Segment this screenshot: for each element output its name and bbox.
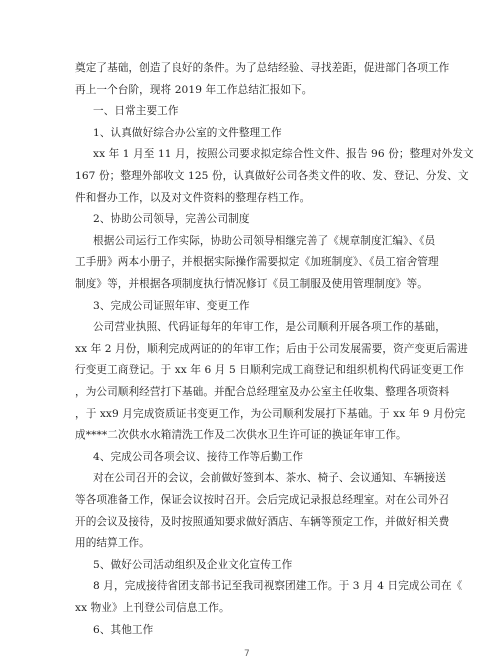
body-text-line: xx 年 2 月份，顺利完成两证的的年审工作；后由于公司发展需要，资产变更后需进 (75, 342, 468, 355)
body-text-line: 用的结算工作。 (75, 537, 150, 550)
subsection-heading: 6、其他工作 (93, 623, 154, 636)
body-text-line: 根据公司运行工作实际，协助公司领导相继完善了《规章制度汇编》、《员 (93, 234, 436, 247)
body-text-line: 制度》等，并根据各项制度执行情况修订《员工制服及使用管理制度》等。 (75, 278, 428, 290)
body-text-line: 对在公司召开的会议，会前做好签到本、茶水、椅子、会议通知、车辆接送 (93, 472, 446, 485)
body-text-line: xx 物业》上刊登公司信息工作。 (75, 602, 230, 614)
subsection-heading: 1、认真做好综合办公室的文件整理工作 (93, 126, 282, 139)
body-text-line: 开的会议及接待，及时按照通知要求做好酒店、车辆等预定工作，并做好相关费 (75, 515, 450, 528)
body-text-line: 公司营业执照、代码证每年的年审工作，是公司顺利开展各项工作的基础， (93, 321, 446, 334)
body-text-line: ，为公司顺利经营打下基础。并配合总经理室及办公室主任收集、整理各项资料 (75, 386, 450, 398)
page-number: 7 (244, 649, 250, 659)
body-text-line: 等各项准备工作，保证会议按时召开。会后完成记录报总经理室。对在公司外召 (75, 494, 450, 506)
body-text-line: 167 份；整理外部收文 125 份，认真做好公司各类文件的收、发、登记、分发、文 (75, 170, 469, 182)
section-heading: 一、日常主要工作 (93, 105, 179, 118)
body-text-line: ，于 xx9 月完成资质证书变更工作，为公司顺利发展打下基础。于 xx 年 9 月份完 (75, 407, 466, 420)
subsection-heading: 3、完成公司证照年审、变更工作 (93, 299, 250, 312)
subsection-heading: 5、做好公司活动组织及企业文化宣传工作 (93, 558, 293, 571)
body-text-line: 工手册》两本小册子，并根据实际操作需要拟定《加班制度》、《员工宿舍管理 (75, 256, 439, 269)
subsection-heading: 2、协助公司领导，完善公司制度 (93, 213, 250, 226)
body-text-line: 行变更工商登记。于 xx 年 6 月 5 日顺利完成工商登记和组织机构代码证变更工作 (75, 364, 464, 377)
body-text-line: 8 月，完成接待省团支部书记至我司视察团建工作。于 3 月 4 日完成公司在《 (93, 580, 463, 593)
body-text-line: 件和督办工作，以及对文件资料的整理存档工作。 (75, 191, 311, 204)
body-text-line: 成****二次供水水箱清洗工作及二次供水卫生许可证的换证年审工作。 (75, 429, 407, 442)
subsection-heading: 4、完成公司各项会议、接待工作等后勤工作 (93, 450, 304, 463)
body-text-line: xx 年 1 月至 11 月，按照公司要求拟定综合性文件、报告 96 份；整理对外发文 (93, 148, 474, 161)
body-text-line: 再上一个台阶，现将 2019 年工作总结汇报如下。 (75, 83, 313, 96)
body-text-line: 奠定了基础，创造了良好的条件。为了总结经验、寻找差距，促进部门各项工作 (75, 62, 450, 74)
